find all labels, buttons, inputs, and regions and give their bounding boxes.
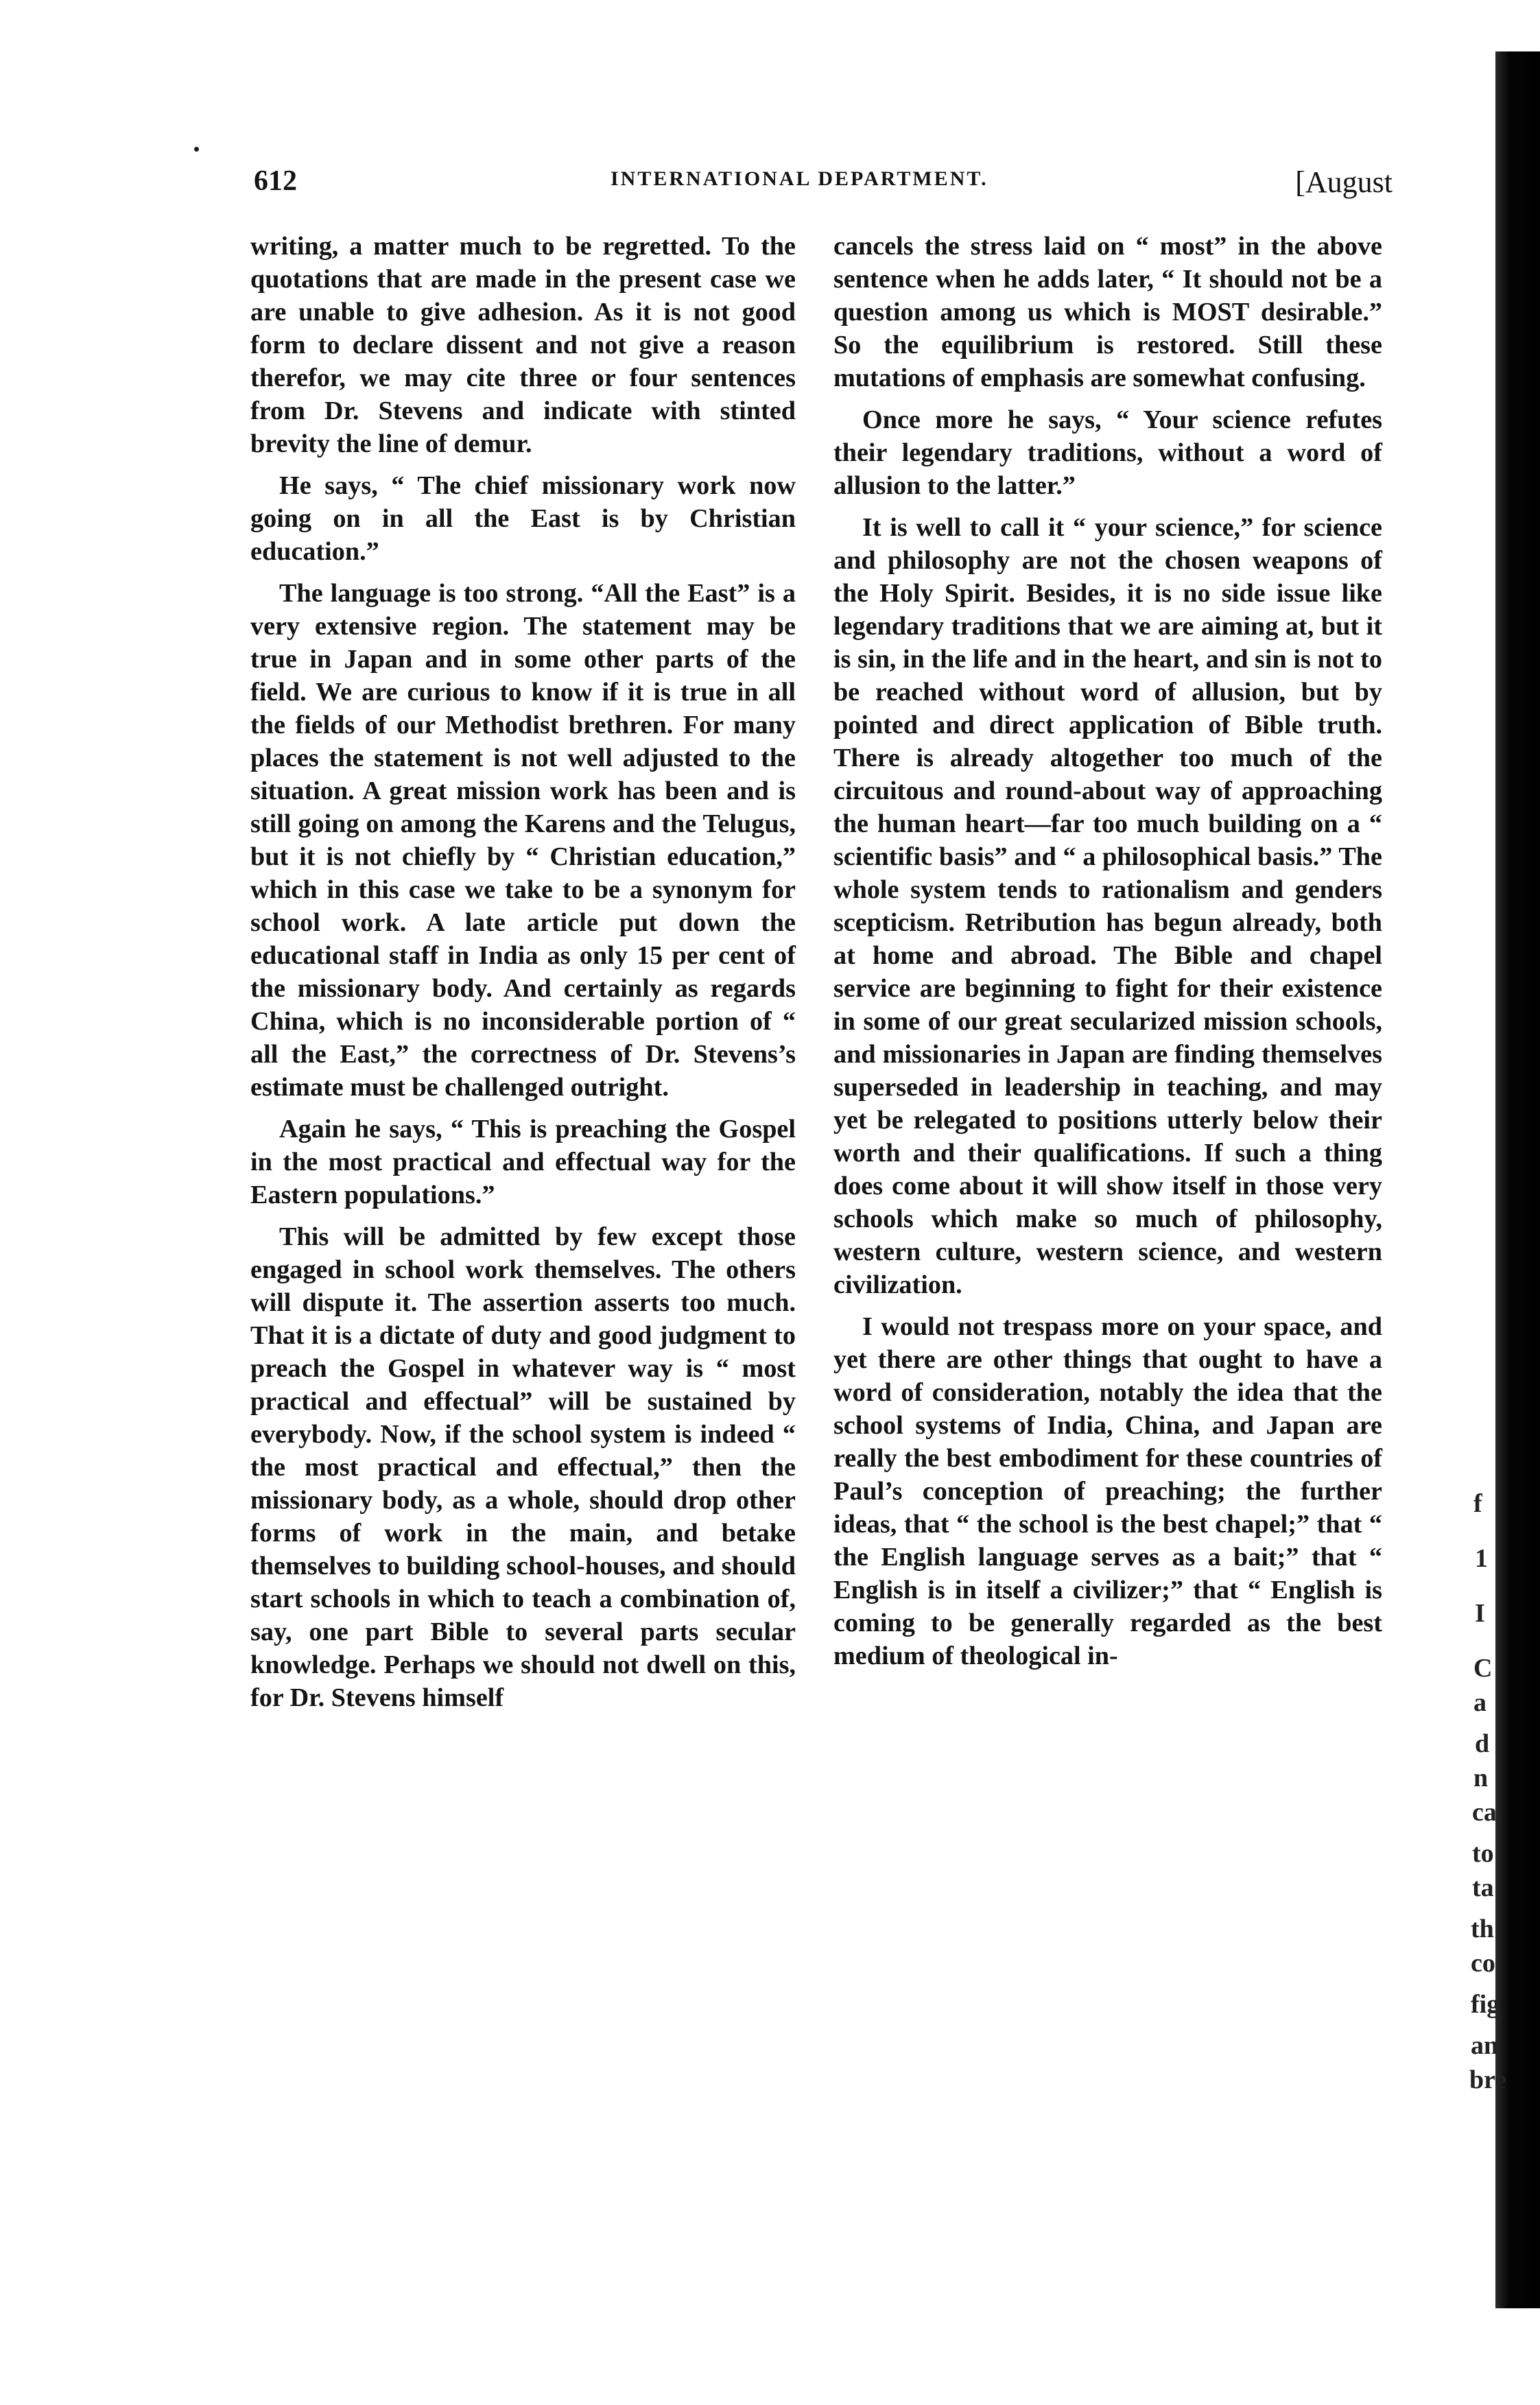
margin-fragment: fig [1471, 1990, 1500, 2019]
paragraph: cancels the stress laid on “ most” in the above sentence when he adds later, “ It should not be a question among us which is MOST desirable.” So the equilibrium is restored. Still these mutations of emphasis are somewhat confusing. [833, 232, 1382, 392]
margin-fragment: I [1475, 1599, 1485, 1628]
paragraph: writing, a matter much to be regretted. To the quotations that are made in the present case we are unable to give adhesion. As it is not good form to declare dissent and not give a reason therefor, we may cite three or four sentences from Dr. Stevens and indicate with stinted brevity the line of demur. [250, 232, 796, 458]
margin-fragment: n [1473, 1764, 1489, 1792]
binding-shadow [1495, 51, 1540, 2308]
running-head-month: [August [1295, 165, 1393, 199]
margin-fragment: C [1473, 1654, 1493, 1683]
running-head: INTERNATIONAL DEPARTMENT. [611, 167, 988, 190]
right-column [833, 230, 1382, 1681]
margin-fragment: 1 [1475, 1544, 1488, 1573]
facing-page-fragments [1468, 1077, 1507, 2243]
left-column [250, 230, 796, 1723]
page-header [254, 165, 1393, 206]
margin-fragment: th [1471, 1915, 1494, 1943]
paragraph: The language is too strong. “All the East” is a very extensive region. The statement may be true in Japan and in some other parts of the field. We are curious to know if it is true in all the fields of our Methodist brethren. For many places the statement is not well adjusted to the situation. A great mission work has been and is still going on among the Karens and the Telugus, but it is not chiefly by “ Christian education,” which in this case we take to be a synonym for school work. A late article put down the educational staff in India as only 15 per cent of the missionary body. And certainly as regards China, which is no inconsiderable portion of “ all the East,” the correctness of Dr. Stevens’s estimate must be challenged outright. [250, 579, 796, 1102]
margin-fragment: ca [1472, 1798, 1497, 1827]
margin-fragment: to [1472, 1839, 1494, 1868]
ink-speck [194, 147, 199, 152]
margin-fragment: f [1473, 1489, 1482, 1518]
margin-fragment: ta [1472, 1873, 1494, 1902]
paragraph: This will be admitted by few except those engaged in school work themselves. The others will dispute it. The assertion asserts too much. That it is a dictate of duty and good judgment to preach the Gospel in whatever way is “ most practical and effectual” will be sustained by everybody. Now, if the school system is indeed “ the most practical and effectual,” then the missionary body, as a whole, should drop other forms of work in the main, and betake themselves to building school-houses, and should start schools in which to teach a combination of, say, one part Bible to several parts secular knowledge. Perhaps we should not dwell on this, for Dr. Stevens himself [250, 1222, 796, 1712]
paragraph: He says, “ The chief missionary work now going on in all the East is by Christian education.” [250, 471, 796, 566]
margin-fragment: bre [1469, 2065, 1507, 2094]
page-number: 612 [254, 165, 297, 197]
paragraph: Again he says, “ This is preaching the Gospel in the most practical and effectual way for the Eastern populations.” [250, 1115, 796, 1209]
paragraph: I would not trespass more on your space, and yet there are other things that ought to have a word of consideration, notably the idea that the school systems of India, China, and Japan are really the best embodiment for these countries of Paul’s conception of preaching; the further ideas, that “ the school is the best chapel;” that “ the English language serves as a bait;” that “ English is in itself a civilizer;” that “ English is coming to be generally regarded as the best medium of theological in- [833, 1312, 1382, 1670]
margin-fragment: d [1475, 1729, 1490, 1758]
margin-fragment: co [1471, 1949, 1495, 1978]
paragraph: Once more he says, “ Your science refutes their legendary traditions, without a word of allusion to the latter.” [833, 405, 1382, 500]
margin-fragment: an [1471, 2031, 1499, 2060]
paragraph: It is well to call it “ your science,” for science and philosophy are not the chosen weapons of the Holy Spirit. Besides, it is no side issue like legendary traditions that we are aiming at, but it is sin, in the life and in the heart, and sin is not to be reached without word of allusion, but by pointed and direct application of Bible truth. There is already altogether too much of the circuitous and round-about way of approaching the human heart—far too much building on a “ scientific basis” and “ a philosophical basis.” The whole system tends to rationalism and genders scepticism. Retribution has begun already, both at home and abroad. The Bible and chapel service are beginning to fight for their existence in some of our great secularized mission schools, and missionaries in Japan are finding themselves superseded in leadership in teaching, and may yet be relegated to positions utterly below their worth and their qualifications. If such a thing does come about it will show itself in those very schools which make so much of philosophy, western culture, western science, and western civilization. [833, 513, 1382, 1299]
margin-fragment: a [1473, 1688, 1486, 1717]
